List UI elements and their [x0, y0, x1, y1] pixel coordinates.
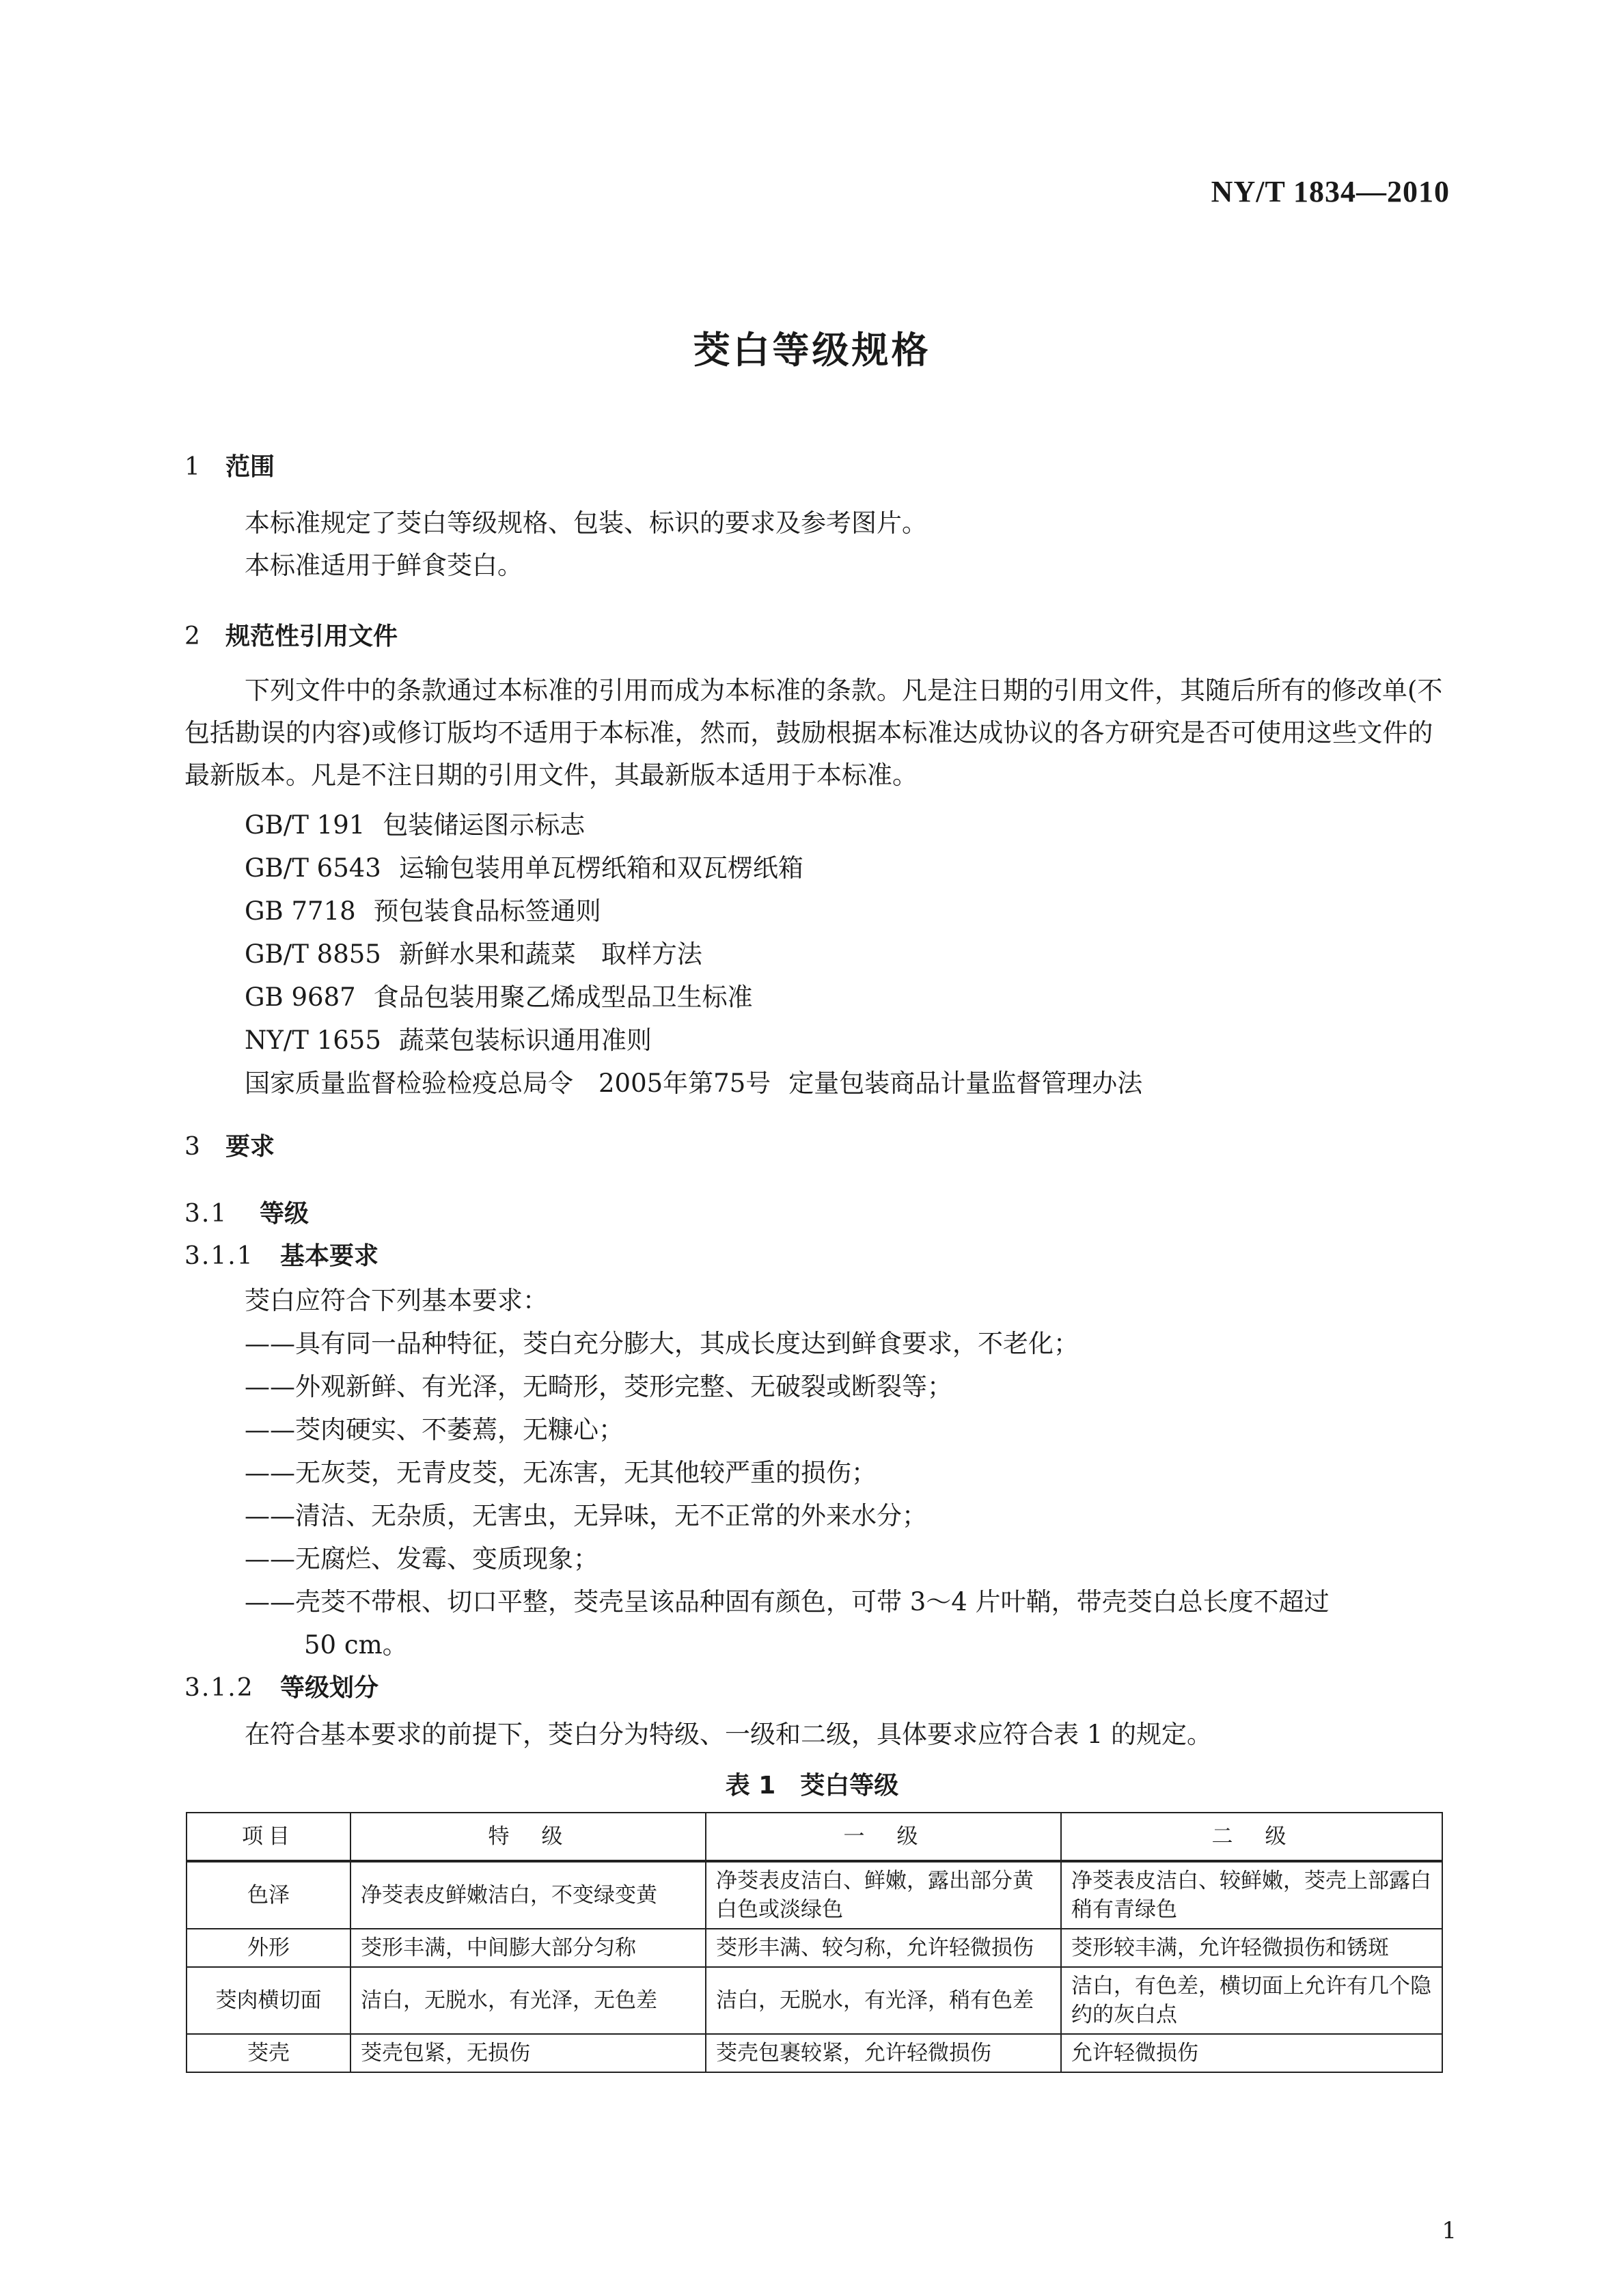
table-cell: 茭形丰满，中间膨大部分匀称 [350, 1929, 706, 1967]
document-title: 茭白等级规格 [693, 329, 931, 372]
table-cell: 洁白，有色差，横切面上允许有几个隐约的灰白点 [1061, 1967, 1442, 2034]
reference-name: 包装储运图示标志 [383, 810, 586, 840]
section-3-1-heading [184, 1194, 309, 1229]
requirement-item: ——无腐烂、发霉、变质现象； [245, 1544, 598, 1573]
table-cell: 净茭表皮洁白、较鲜嫩，茭壳上部露白稍有青绿色 [1061, 1861, 1442, 1929]
section-1-heading [184, 448, 275, 482]
reference-name: 运输包装用单瓦楞纸箱和双瓦楞纸箱 [398, 853, 803, 883]
reference-name: 食品包装用聚乙烯成型品卫生标准 [373, 982, 753, 1012]
requirement-item: ——茭肉硬实、不萎蔫，无糠心； [245, 1415, 624, 1444]
table-cell: 茭壳包紧，无损伤 [350, 2034, 706, 2072]
table-cell-item: 色泽 [187, 1861, 350, 1929]
section-title: 范围 [225, 453, 275, 481]
reference-code: GB 9687 [245, 982, 356, 1012]
section-title: 要求 [225, 1133, 275, 1161]
paragraph: 茭白应符合下列基本要求： [245, 1286, 548, 1315]
table-cell: 允许轻微损伤 [1061, 2034, 1442, 2072]
section-number: 2 [184, 622, 200, 650]
section-number: 1 [184, 453, 200, 481]
reference-name: 预包装食品标签通则 [373, 896, 601, 926]
table-cell: 洁白，无脱水，有光泽，稍有色差 [706, 1967, 1061, 2034]
reference-item [245, 976, 753, 1013]
table-header-row [187, 1813, 1442, 1861]
reference-code: 国家质量监督检验检疫总局令 2005年第75号 [245, 1069, 771, 1098]
reference-item [245, 890, 601, 927]
table-cell-item: 外形 [187, 1929, 350, 1967]
reference-code: NY/T 1655 [245, 1026, 381, 1055]
column-header: 项目 [187, 1813, 350, 1861]
paragraph: 下列文件中的条款通过本标准的引用而成为本标准的条款。凡是注日期的引用文件，其随后所有的修改单(不包括勘误的内容)或修订版均不适用于本标准，然而，鼓励根据本标准达成协议的各方研究是否可使用这些文件的最新版本。凡是不注日期的引用文件，其最新版本适用于本标准。 [184, 676, 1443, 790]
requirement-item: ——壳茭不带根、切口平整，茭壳呈该品种固有颜色，可带 3～4 片叶鞘，带壳茭白总长度不超过 [245, 1587, 1330, 1617]
section-title: 等级 [260, 1200, 309, 1228]
requirement-item: ——具有同一品种特征，茭白充分膨大，其成长度达到鲜食要求，不老化； [245, 1329, 1079, 1358]
table-row [187, 1967, 1442, 2034]
table-cell: 净茭表皮洁白、鲜嫩，露出部分黄白色或淡绿色 [706, 1861, 1061, 1929]
requirement-item-continuation: 50 cm。 [304, 1630, 408, 1660]
section-3-1-2-heading [184, 1668, 379, 1703]
table-cell-item: 茭壳 [187, 2034, 350, 2072]
table-cell: 茭形较丰满，允许轻微损伤和锈斑 [1061, 1929, 1442, 1967]
reference-item [245, 804, 585, 841]
section-title: 等级划分 [280, 1674, 379, 1702]
table-caption: 表 1 茭白等级 [725, 1772, 899, 1800]
paragraph: 在符合基本要求的前提下，茭白分为特级、一级和二级，具体要求应符合表 1 的规定。 [245, 1720, 1213, 1749]
section-number: 3.1.1 [184, 1242, 254, 1270]
reference-item [245, 847, 803, 884]
column-header: 二 级 [1061, 1813, 1442, 1861]
section-3-1-1-heading [184, 1237, 379, 1271]
table-cell: 茭壳包裹较紧，允许轻微损伤 [706, 2034, 1061, 2072]
section-number: 3.1 [184, 1200, 228, 1228]
reference-code: GB 7718 [245, 896, 356, 926]
paragraph: 本标准规定了茭白等级规格、包装、标识的要求及参考图片。 [245, 508, 927, 538]
reference-item [245, 933, 702, 970]
reference-item [245, 1019, 652, 1056]
section-title: 规范性引用文件 [225, 622, 398, 650]
section-2-heading [184, 617, 398, 652]
section-3-heading [184, 1127, 275, 1162]
grade-table [186, 1812, 1443, 2073]
table-row [187, 2034, 1442, 2072]
reference-name: 定量包装商品计量监督管理办法 [788, 1069, 1143, 1098]
paragraph: 本标准适用于鲜食茭白。 [245, 551, 523, 580]
table-cell: 净茭表皮鲜嫩洁白，不变绿变黄 [350, 1861, 706, 1929]
column-header: 特 级 [350, 1813, 706, 1861]
section-number: 3 [184, 1133, 200, 1161]
table-cell: 洁白，无脱水，有光泽，无色差 [350, 1967, 706, 2034]
requirement-item: ——外观新鲜、有光泽，无畸形，茭形完整、无破裂或断裂等； [245, 1372, 952, 1401]
section-title: 基本要求 [280, 1242, 379, 1270]
table-cell: 茭形丰满、较匀称，允许轻微损伤 [706, 1929, 1061, 1967]
requirement-item: ——无灰茭，无青皮茭，无冻害，无其他较严重的损伤； [245, 1458, 877, 1487]
standard-number: NY/T 1834—2010 [1211, 175, 1450, 208]
page-number: 1 [1442, 2217, 1457, 2244]
table-cell-item: 茭肉横切面 [187, 1967, 350, 2034]
requirement-item: ——清洁、无杂质，无害虫，无异味，无不正常的外来水分； [245, 1501, 927, 1530]
section-number: 3.1.2 [184, 1674, 254, 1702]
table-row [187, 1929, 1442, 1967]
reference-item [245, 1062, 1142, 1099]
reference-name: 新鲜水果和蔬菜 取样方法 [398, 939, 702, 969]
reference-name: 蔬菜包装标识通用准则 [398, 1026, 652, 1055]
reference-code: GB/T 6543 [245, 853, 381, 883]
table-row [187, 1861, 1442, 1929]
reference-code: GB/T 191 [245, 810, 366, 840]
column-header: 一 级 [706, 1813, 1061, 1861]
reference-code: GB/T 8855 [245, 939, 381, 969]
